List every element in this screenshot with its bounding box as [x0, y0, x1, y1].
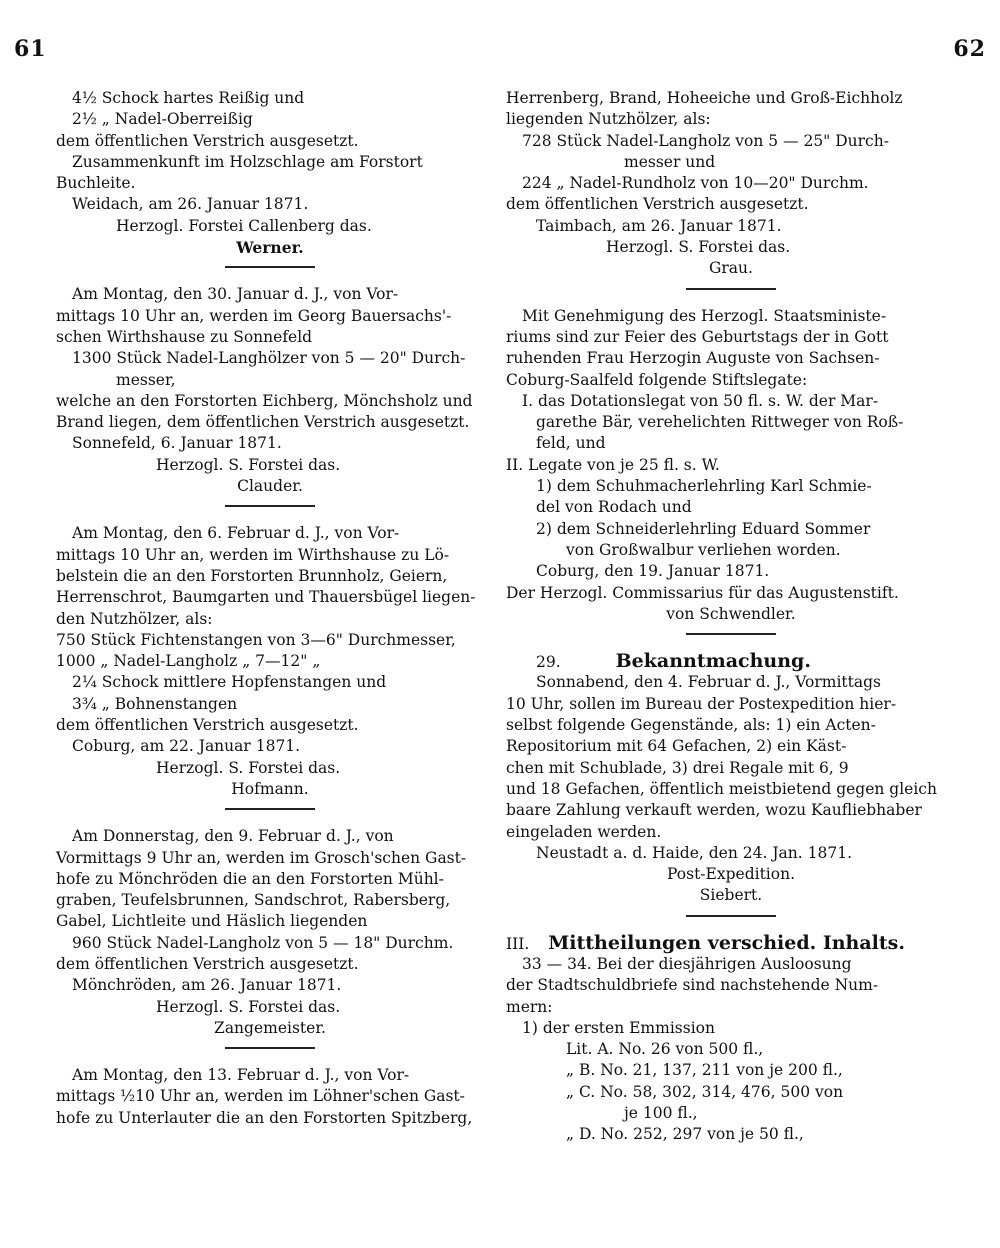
divider — [225, 1047, 315, 1049]
text-line: 960 Stück Nadel-Langholz von 5 — 18" Durchm. — [72, 933, 454, 952]
text-line: Am Montag, den 13. Februar d. J., von Vor- — [72, 1066, 410, 1085]
text-line: mittags 10 Uhr an, werden im Georg Bauersachs'- — [56, 306, 452, 325]
authority-line: Herzogl. Forstei Callenberg das. — [116, 216, 372, 235]
date-line: Taimbach, am 26. Januar 1871. — [536, 216, 782, 235]
text-line: Sonnabend, den 4. Februar d. J., Vormittags — [536, 673, 882, 692]
text-line: Am Montag, den 6. Februar d. J., von Vor- — [72, 524, 400, 543]
text-line: Herrenberg, Brand, Hoheeiche und Groß-Eichholz — [506, 89, 903, 107]
text-line: 1) der ersten Emmission — [522, 1018, 715, 1037]
text-line: messer, — [116, 370, 176, 389]
text-line: 2¼ Schock mittlere Hopfenstangen und — [72, 673, 387, 692]
text-line: 4½ Schock hartes Reißig und — [72, 89, 305, 107]
signature: Clauder. — [237, 477, 303, 496]
text-line: eingeladen werden. — [506, 822, 662, 841]
text-line: 1000 „ Nadel-Langholz „ 7—12" „ — [56, 652, 321, 671]
authority-line: Post-Expedition. — [666, 865, 795, 884]
right-column — [506, 88, 956, 1146]
divider — [225, 808, 315, 810]
date-line: Neustadt a. d. Haide, den 24. Jan. 1871. — [536, 843, 853, 862]
text-line: Am Donnerstag, den 9. Februar d. J., von — [72, 827, 394, 846]
text-line: Herrenschrot, Baumgarten und Thauersbügel liegen- — [56, 588, 476, 607]
notice-weidach — [56, 88, 484, 258]
signature: von Schwendler. — [666, 604, 796, 623]
text-line: und 18 Gefachen, öffentlich meistbietend gegen gleich — [506, 779, 937, 798]
list-item: je 100 fl., — [624, 1104, 698, 1123]
notice-sonnefeld — [56, 284, 484, 497]
text-line: garethe Bär, verehelichten Rittweger von Roß- — [536, 413, 904, 432]
page-number-right: 62 — [953, 36, 986, 62]
text-line: selbst folgende Gegenstände, als: 1) ein Acten- — [506, 716, 876, 735]
text-line: ruhenden Frau Herzogin Auguste von Sachsen- — [506, 349, 880, 368]
text-line: feld, und — [536, 434, 606, 453]
text-line: Am Montag, den 30. Januar d. J., von Vor- — [72, 285, 399, 304]
signature: Zangemeister. — [214, 1018, 326, 1037]
text-line: 1) dem Schuhmacherlehrling Karl Schmie- — [536, 477, 872, 496]
text-line: mern: — [506, 997, 553, 1016]
section-heading — [506, 933, 956, 954]
text-line: liegenden Nutzhölzer, als: — [506, 110, 711, 129]
text-line: belstein die an den Forstorten Brunnholz, Geiern, — [56, 566, 448, 585]
text-line: hofe zu Unterlauter die an den Forstorten Spitzberg, — [56, 1108, 473, 1127]
authority-line: Herzogl. S. Forstei das. — [606, 238, 791, 257]
text-line: Brand liegen, dem öffentlichen Verstrich ausgesetzt. — [56, 413, 470, 432]
list-item: „ B. No. 21, 137, 211 von je 200 fl., — [566, 1061, 843, 1080]
text-line: Repositorium mit 64 Gefachen, 2) ein Käst- — [506, 737, 847, 756]
section-mittheilungen — [506, 933, 956, 1146]
text-line: 224 „ Nadel-Rundholz von 10—20" Durchm. — [522, 174, 869, 193]
date-line: Coburg, am 22. Januar 1871. — [72, 737, 301, 756]
text-line: messer und — [624, 152, 716, 171]
divider — [686, 915, 776, 917]
text-line: 1300 Stück Nadel-Langhölzer von 5 — 20" Durch- — [72, 349, 466, 368]
text-line: dem öffentlichen Verstrich ausgesetzt. — [56, 131, 359, 150]
notice-heading — [506, 651, 956, 672]
text-line: 750 Stück Fichtenstangen von 3—6" Durchmesser, — [56, 630, 456, 649]
text-line: I. das Dotationslegat von 50 fl. s. W. der Mar- — [522, 391, 879, 410]
notice-moenchroeden — [56, 826, 484, 1039]
text-line: Mit Genehmigung des Herzogl. Staatsministe- — [522, 306, 887, 325]
authority-line: Herzogl. S. Forstei das. — [156, 455, 341, 474]
text-line: dem öffentlichen Verstrich ausgesetzt. — [506, 195, 809, 214]
authority-line: Herzogl. S. Forstei das. — [156, 758, 341, 777]
text-line: Vormittags 9 Uhr an, werden im Grosch'schen Gast- — [56, 848, 467, 867]
text-line: mittags ½10 Uhr an, werden im Löhner'schen Gast- — [56, 1087, 465, 1106]
text-line: Buchleite. — [56, 174, 136, 193]
divider — [686, 288, 776, 290]
text-line: Zusammenkunft im Holzschlage am Forstort — [72, 152, 423, 171]
text-line: 10 Uhr, sollen im Bureau der Postexpedition hier- — [506, 694, 897, 713]
text-line: Gabel, Lichtleite und Häslich liegenden — [56, 912, 368, 931]
left-column — [56, 88, 484, 1129]
list-item: „ C. No. 58, 302, 314, 476, 500 von — [566, 1082, 844, 1101]
signature: Werner. — [236, 238, 304, 258]
notice-stiftslegate — [506, 306, 956, 625]
notice-loebelstein — [56, 523, 484, 800]
text-line: 2½ „ Nadel-Oberreißig — [72, 110, 253, 129]
list-item: Lit. A. No. 26 von 500 fl., — [566, 1040, 764, 1059]
signature: Siebert. — [699, 886, 763, 905]
text-line: welche an den Forstorten Eichberg, Mönchsholz und — [56, 391, 473, 410]
text-line: II. Legate von je 25 fl. s. W. — [506, 455, 720, 474]
signature: Grau. — [709, 259, 753, 278]
authority-line: Herzogl. S. Forstei das. — [156, 997, 341, 1016]
text-line: schen Wirthshause zu Sonnefeld — [56, 327, 313, 346]
date-line: Coburg, den 19. Januar 1871. — [536, 562, 770, 581]
authority-line: Der Herzogl. Commissarius für das Augustenstift. — [506, 583, 899, 602]
section-number: III. — [506, 934, 530, 953]
notice-unterlauter — [56, 1065, 484, 1129]
text-line: 3¾ „ Bohnenstangen — [72, 694, 238, 713]
date-line: Sonnefeld, 6. Januar 1871. — [72, 434, 282, 453]
signature: Hofmann. — [231, 779, 309, 798]
text-line: 2) dem Schneiderlehrling Eduard Sommer — [536, 519, 871, 538]
section-title: Mittheilungen verschied. Inhalts. — [548, 931, 905, 954]
divider — [225, 505, 315, 507]
text-line: graben, Teufelsbrunnen, Sandschrot, Rabersberg, — [56, 891, 451, 910]
text-line: Coburg-Saalfeld folgende Stiftslegate: — [506, 370, 808, 389]
text-line: del von Rodach und — [536, 498, 692, 517]
divider — [225, 266, 315, 268]
notice-title: Bekanntmachung. — [615, 650, 811, 673]
text-line: dem öffentlichen Verstrich ausgesetzt. — [56, 954, 359, 973]
text-line: mittags 10 Uhr an, werden im Wirthshause zu Lö- — [56, 545, 450, 564]
notice-number: 29. — [536, 653, 561, 672]
list-item: „ D. No. 252, 297 von je 50 fl., — [566, 1125, 804, 1144]
notice-bekanntmachung — [506, 651, 956, 907]
text-line: hofe zu Mönchröden die an den Forstorten Mühl- — [56, 869, 444, 888]
text-line: dem öffentlichen Verstrich ausgesetzt. — [56, 716, 359, 735]
date-line: Mönchröden, am 26. Januar 1871. — [72, 976, 342, 995]
text-line: 728 Stück Nadel-Langholz von 5 — 25" Durch- — [522, 131, 889, 150]
page-number-left: 61 — [14, 36, 47, 62]
date-line: Weidach, am 26. Januar 1871. — [72, 195, 309, 214]
text-line: den Nutzhölzer, als: — [56, 609, 213, 628]
text-line: chen mit Schublade, 3) drei Regale mit 6, 9 — [506, 758, 849, 777]
text-line: baare Zahlung verkauft werden, wozu Kaufliebhaber — [506, 801, 922, 820]
text-line: riums sind zur Feier des Geburtstags der in Gott — [506, 327, 889, 346]
text-line: von Großwalbur verliehen worden. — [566, 540, 841, 559]
text-line: 33 — 34. Bei der diesjährigen Ausloosung — [522, 954, 852, 973]
notice-taimbach — [506, 88, 956, 280]
divider — [686, 633, 776, 635]
text-line: der Stadtschuldbriefe sind nachstehende Num- — [506, 976, 879, 995]
